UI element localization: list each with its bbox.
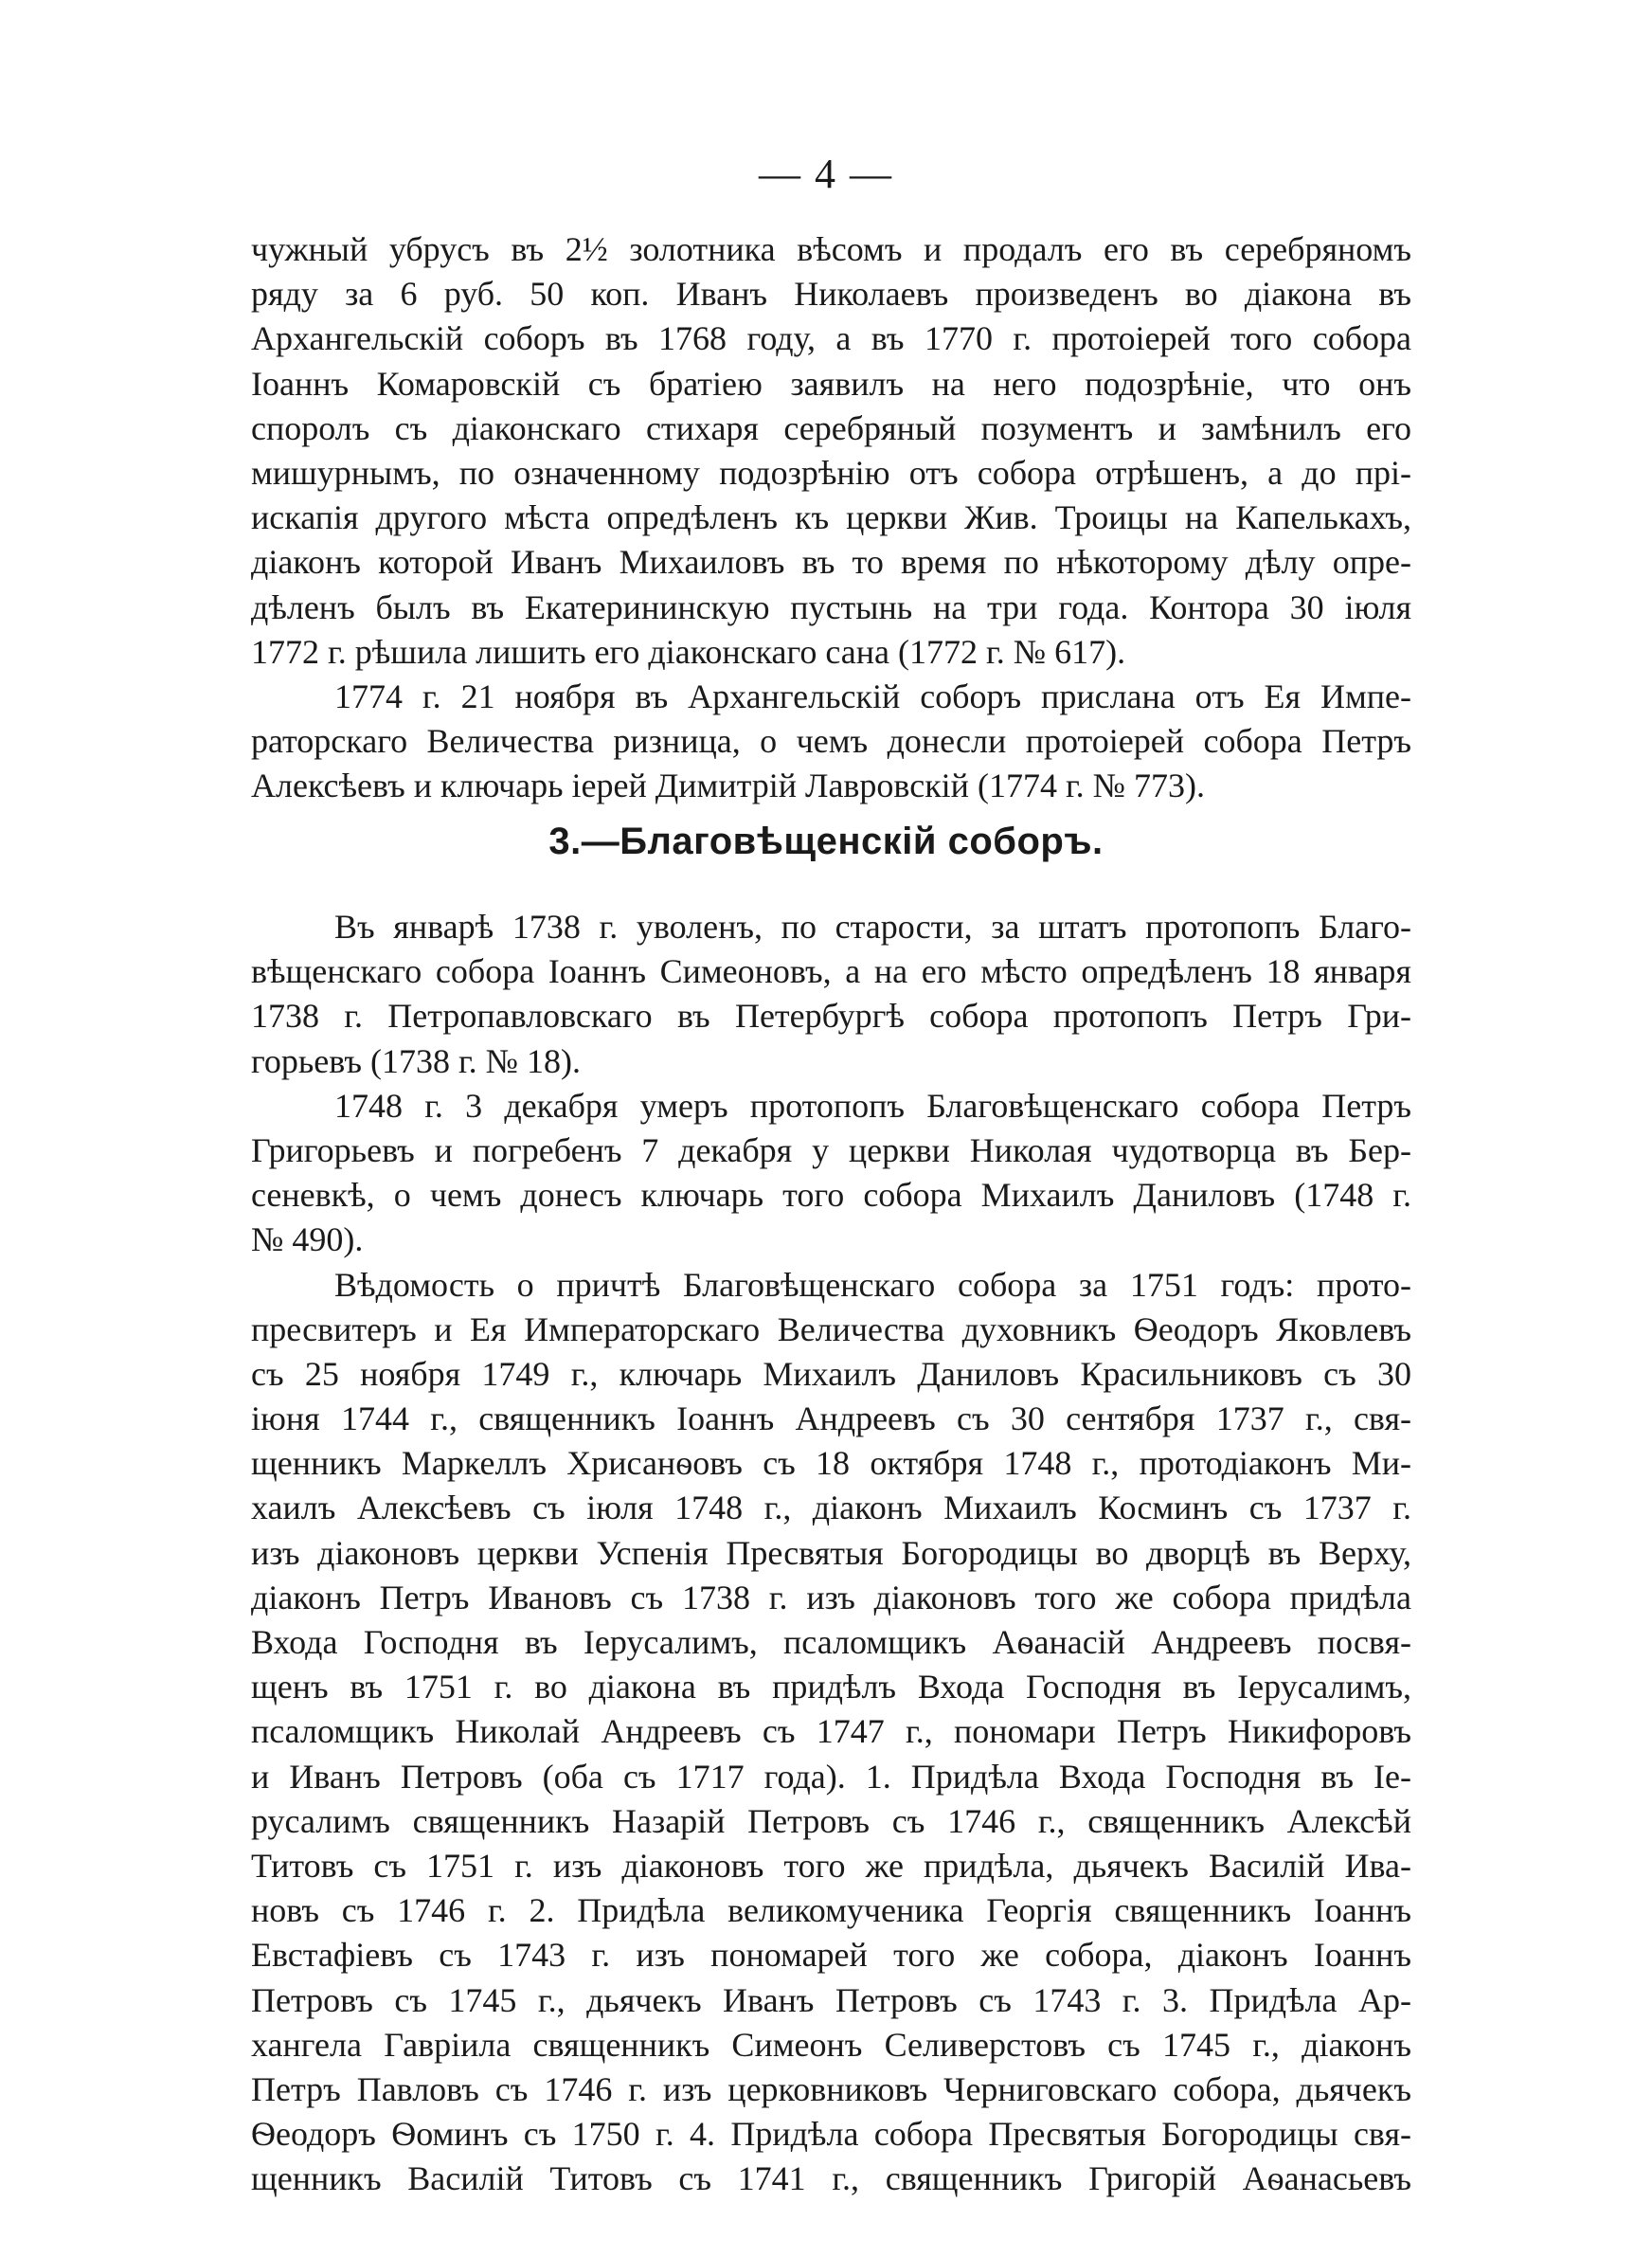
text-line: Входа Господня въ Іерусалимъ, псаломщикъ Аѳанасій Андреевъ посвя- <box>251 1623 1411 1661</box>
section-2-text <box>251 905 1411 2201</box>
text-line: іюня 1744 г., священникъ Іоаннъ Андреевъ съ 30 сентября 1737 г., свя- <box>251 1399 1411 1438</box>
text-line: Въ январѣ 1738 г. уволенъ, по старости, за штатъ протопопъ Благо- <box>334 908 1411 946</box>
text-line: мишурнымъ, по означенному подозрѣнію отъ собора отрѣшенъ, а до прі- <box>251 453 1411 492</box>
text-line: Титовъ съ 1751 г. изъ діаконовъ того же придѣла, дьячекъ Василій Ива- <box>251 1846 1411 1885</box>
text-line: Архангельскій соборъ въ 1768 году, а въ 1770 г. протоіерей того собора <box>251 319 1411 358</box>
text-line: Ѳеодоръ Ѳоминъ съ 1750 г. 4. Придѣла собора Пресвятыя Богородицы свя- <box>251 2115 1411 2154</box>
text-line: и Иванъ Петровъ (оба съ 1717 года). 1. Придѣла Входа Господня въ Іе- <box>251 1757 1411 1796</box>
text-line: Вѣдомость о причтѣ Благовѣщенскаго собора за 1751 годъ: прото- <box>334 1265 1411 1304</box>
text-line: хаилъ Алексѣевъ съ іюля 1748 г., діаконъ Михаилъ Косминъ съ 1737 г. <box>251 1489 1411 1527</box>
text-line: искапія другого мѣста опредѣленъ къ церкви Жив. Троицы на Капелькахъ, <box>251 498 1411 537</box>
text-line: вѣщенскаго собора Іоаннъ Симеоновъ, а на его мѣсто опредѣленъ 18 января <box>251 952 1411 991</box>
text-line: русалимъ священникъ Назарій Петровъ съ 1746 г., священникъ Алексѣй <box>251 1801 1411 1840</box>
text-line: пресвитеръ и Ея Императорскаго Величества духовникъ Ѳеодоръ Яковлевъ <box>251 1309 1411 1348</box>
text-line: діаконъ Петръ Ивановъ съ 1738 г. изъ діаконовъ того же собора придѣла <box>251 1578 1411 1616</box>
text-line: псаломщикъ Николай Андреевъ съ 1747 г., пономари Петръ Никифоровъ <box>251 1712 1411 1751</box>
page-number: — 4 — <box>759 151 893 197</box>
text-line: 1748 г. 3 декабря умеръ протопопъ Благовѣщенскаго собора Петръ <box>334 1086 1411 1125</box>
text-line: хангела Гавріила священникъ Симеонъ Селиверстовъ съ 1745 г., діаконъ <box>251 2025 1411 2064</box>
text-line: изъ діаконовъ церкви Успенія Пресвятыя Богородицы во дворцѣ въ Верху, <box>251 1533 1411 1572</box>
text-line: Григорьевъ и погребенъ 7 декабря у церкви Николая чудотворца въ Бер- <box>251 1130 1411 1169</box>
text-line: ряду за 6 руб. 50 коп. Иванъ Николаевъ произведенъ во діакона въ <box>251 275 1411 314</box>
text-line: сеневкѣ, о чемъ донесъ ключарь того собора Михаилъ Даниловъ (1748 г. <box>251 1176 1411 1215</box>
text-line: 1772 г. рѣшила лишить его діаконскаго сана (1772 г. № 617). <box>251 632 1126 671</box>
text-line: Евстафіевъ съ 1743 г. изъ пономарей того же собора, діаконъ Іоаннъ <box>251 1936 1411 1975</box>
text-line: Петръ Павловъ съ 1746 г. изъ церковниковъ Черниговскаго собора, дьячекъ <box>251 2069 1411 2108</box>
text-line: Петровъ съ 1745 г., дьячекъ Иванъ Петровъ съ 1743 г. 3. Придѣла Ар- <box>251 1980 1411 2019</box>
text-line: діаконъ которой Иванъ Михаиловъ въ то время по нѣкоторому дѣлу опре- <box>251 543 1411 582</box>
text-line: дѣленъ былъ въ Екатерининскую пустынь на три года. Контора 30 іюля <box>251 587 1411 626</box>
text-line: № 490). <box>251 1220 364 1259</box>
text-line: съ 25 ноября 1749 г., ключарь Михаилъ Даниловъ Красильниковъ съ 30 <box>251 1354 1411 1393</box>
text-line: Іоаннъ Комаровскій съ братіею заявилъ на него подозрѣніе, что онъ <box>251 364 1411 403</box>
text-line: щенникъ Василій Титовъ съ 1741 г., священникъ Григорій Аѳанасьевъ <box>251 2159 1411 2198</box>
text-line: Алексѣевъ и ключарь іерей Димитрій Лавровскій (1774 г. № 773). <box>251 767 1205 805</box>
text-line: 1774 г. 21 ноября въ Архангельскій соборъ прислана отъ Ея Импе- <box>334 677 1411 715</box>
text-line: 1738 г. Петропавловскаго въ Петербургѣ собора протопопъ Петръ Гри- <box>251 997 1411 1036</box>
text-line: споролъ съ діаконскаго стихаря серебряный позументъ и замѣнилъ его <box>251 408 1411 447</box>
text-line: щенникъ Маркеллъ Хрисанѳовъ съ 18 октября 1748 г., протодіаконъ Ми- <box>251 1444 1411 1483</box>
section-1-text <box>251 227 1411 808</box>
text-line: щенъ въ 1751 г. во діакона въ придѣлъ Входа Господня въ Іерусалимъ, <box>251 1668 1411 1706</box>
text-line: новъ съ 1746 г. 2. Придѣла великомученика Георгія священникъ Іоаннъ <box>251 1891 1411 1930</box>
section-heading: 3.—Благовѣщенскій соборъ. <box>548 821 1104 862</box>
text-line: горьевъ (1738 г. № 18). <box>251 1041 582 1080</box>
text-line: чужный убрусъ въ 2½ золотника вѣсомъ и продалъ его въ серебряномъ <box>251 230 1411 268</box>
text-line: раторскаго Величества ризница, о чемъ донесли протоіерей собора Петръ <box>251 722 1411 761</box>
